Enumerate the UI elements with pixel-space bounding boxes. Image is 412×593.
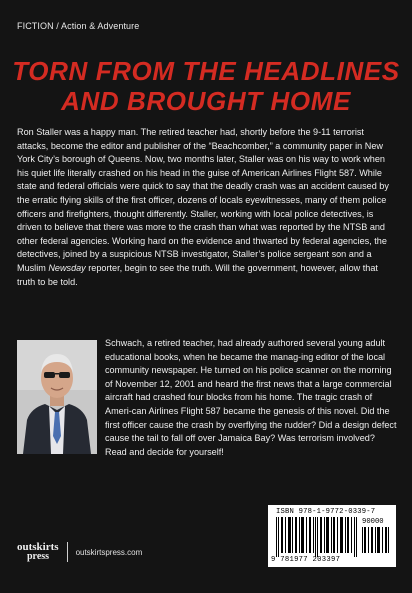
headline-line-1: TORN FROM THE HEADLINES (12, 56, 400, 86)
isbn-number: ISBN 978-1-9772-0339-7 (276, 508, 376, 516)
publisher-url: outskirtspress.com (75, 547, 143, 557)
author-bio (17, 337, 397, 459)
author-bio-text: Schwach, a retired teacher, had already authored several young adult educational books, when he became the manag-ing editor of the local community newspaper. He turned on his police scanner on the morning of November 12, 2001 and heard the first news that a large commercial aircraft had crashed four blocks from his home. The tragic crash of Ameri-can Airlines Flight 587 became the genesis of this novel. Did the first officer cause the crash by overflying the rudder? Did a design defect cause the tail to fall off over Jamaica Bay? Was terrorism involved? Read and decide for yourself! (105, 338, 397, 457)
book-blurb (17, 126, 397, 289)
genre-label: FICTION / Action & Adventure (17, 21, 140, 31)
publisher-block (17, 542, 142, 562)
blurb-newspaper-name: Newsday (48, 262, 86, 273)
publisher-logo-line-1: outskirts (17, 541, 59, 553)
blurb-text-1: Ron Staller was a happy man. The retired teacher had, shortly before the 9-11 terrorist attacks, become the editor and publisher of the “Beachcomber,” a community paper in New York City’s borough of Queens. Now, two months later, Staller was on his way to work when his quiet life literally crashed on his head in the guise of American Airlines Flight 587. While state and federal officials were quick to say that the deadly crash was an accident caused by the erratic flying skills of the first officer, dozens of locals eyewitnesses, many of them police officers and firefighters, thought differently. Staller, working with local police detectives, is driven to believe that there was more to the crash than what was reported by the NTSB and other federal agencies. Working hard on the evidence and thwarted by federal agencies, the detectives, joined by a suspicious NTSB investigator, Staller’s police sergeant son and a Muslim (17, 127, 389, 273)
ean-digits: 9 781977 203397 (271, 556, 341, 564)
isbn-barcode (268, 505, 396, 567)
publisher-logo-line-2: press (27, 551, 50, 562)
headline (0, 56, 412, 116)
author-portrait-image (17, 340, 97, 454)
publisher-divider (67, 542, 68, 562)
publisher-logo (17, 542, 59, 562)
ean-barcode-bars (276, 517, 358, 557)
headline-line-2: AND BROUGHT HOME (61, 86, 351, 116)
blurb-text-2: reporter, begin to see the truth. Will the government, however, allow that truth to be told. (17, 262, 378, 287)
author-photo (17, 340, 97, 454)
price-barcode-bars (362, 527, 390, 553)
price-code: 90000 (362, 518, 384, 526)
